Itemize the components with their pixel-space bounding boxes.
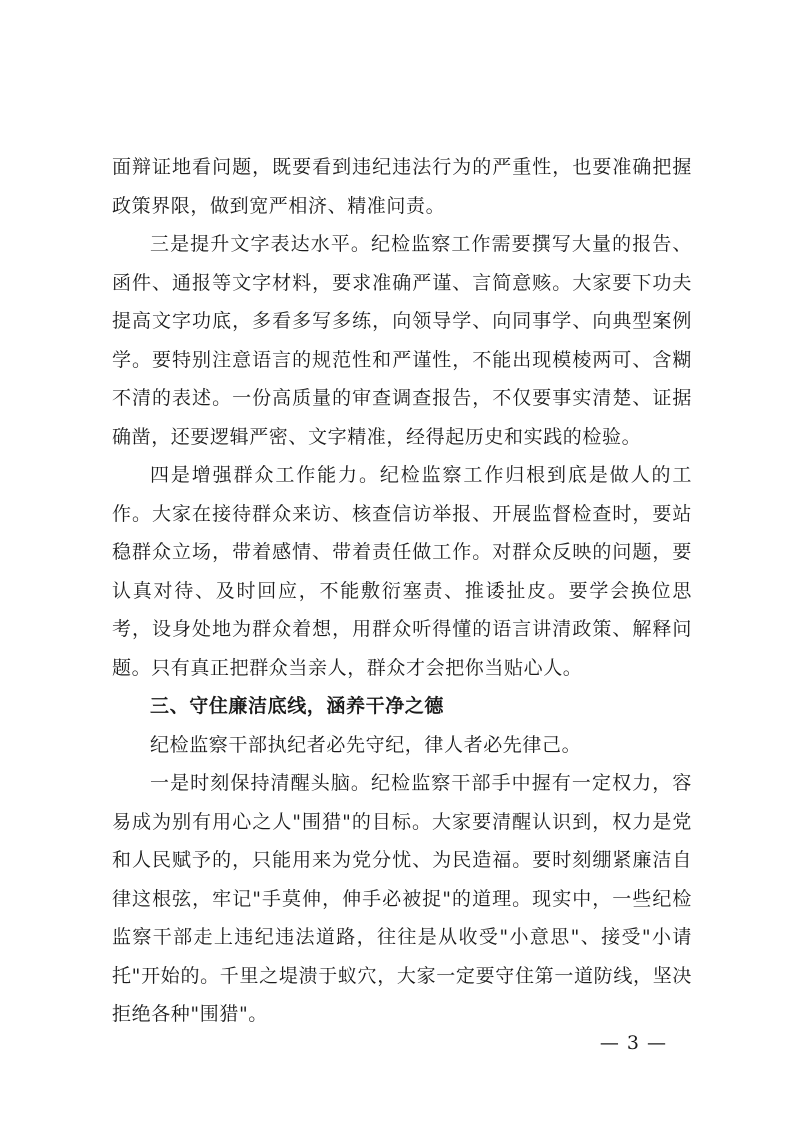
paragraph-mass-work: 四是增强群众工作能力。纪检监察工作归根到底是做人的工作。大家在接待群众来访、核查信访举报、开展监督检查时，要站稳群众立场，带着感情、带着责任做工作。对群众反映的问题，要认真对待、及时回应，不能敷衍塞责、推诿扯皮。要学会换位思考，设身处地为群众着想，用群众听得懂的语言讲清政策、解释问题。只有真正把群众当亲人，群众才会把你当贴心人。 xyxy=(112,464,692,679)
section-heading: 三、守住廉洁底线，涵养干净之德 xyxy=(150,695,445,717)
paragraph-section-intro: 纪检监察干部执纪者必先守纪，律人者必先律己。 xyxy=(150,733,582,756)
paragraph-stay-alert: 一是时刻保持清醒头脑。纪检监察干部手中握有一定权力，容易成为别有用心之人"围猎"的目标。大家要清醒认识到，权力是党和人民赋予的，只能用来为党分忧、为民造福。要时刻绷紧廉洁自律这根弦，牢记"手莫伸，伸手必被捉"的道理。现实中，一些纪检监察干部走上违纪违法道路，往往是从收受"小意思"、接受"小请托"开始的。千里之堤溃于蚁穴，大家一定要守住第一道防线，坚决拒绝各种"围猎"。 xyxy=(112,772,692,1025)
paragraph-continuation: 面辩证地看问题，既要看到违纪违法行为的严重性，也要准确把握政策界限，做到宽严相济、精准问责。 xyxy=(112,156,692,217)
document-body xyxy=(112,148,692,1034)
page-number: — 3 — xyxy=(599,1032,667,1054)
paragraph-writing-skills: 三是提升文字表达水平。纪检监察工作需要撰写大量的报告、函件、通报等文字材料，要求准确严谨、言简意赅。大家要下功夫提高文字功底，多看多写多练，向领导学、向同事学、向典型案例学。要特别注意语言的规范性和严谨性，不能出现模棱两可、含糊不清的表述。一份高质量的审查调查报告，不仅要事实清楚、证据确凿，还要逻辑严密、文字精准，经得起历史和实践的检验。 xyxy=(112,233,692,448)
